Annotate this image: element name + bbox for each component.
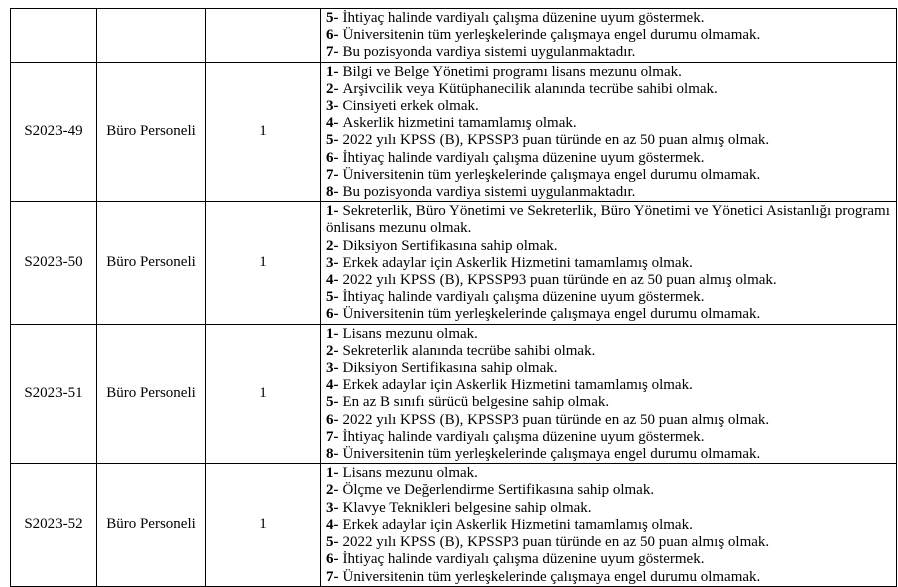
requirement-item bbox=[326, 10, 893, 27]
requirement-text: Lisans mezunu olmak. bbox=[342, 325, 478, 342]
count-cell: 1 bbox=[206, 464, 321, 586]
requirement-text: İhtiyaç halinde vardiyalı çalışma düzenine uyum göstermek. bbox=[342, 289, 705, 306]
requirement-text: Bu pozisyonda vardiya sistemi uygulanmaktadır. bbox=[342, 184, 636, 201]
requirement-text: 2022 yılı KPSS (B), KPSSP3 puan türünde en az 50 puan almış olmak. bbox=[342, 411, 770, 428]
requirement-text: Erkek adaylar için Askerlik Hizmetini tamamlamış olmak. bbox=[342, 516, 693, 533]
requirement-item bbox=[326, 98, 893, 115]
requirement-number: 2- bbox=[326, 80, 339, 97]
requirement-number: 8- bbox=[326, 184, 339, 201]
requirement-number: 5- bbox=[326, 10, 339, 26]
requirement-item bbox=[326, 465, 893, 482]
requirement-number: 6- bbox=[326, 306, 339, 323]
requirement-text: Sekreterlik alanında tecrübe sahibi olmak. bbox=[342, 342, 596, 359]
requirement-text: İhtiyaç halinde vardiyalı çalışma düzenine uyum göstermek. bbox=[342, 10, 705, 26]
requirement-number: 6- bbox=[326, 149, 339, 166]
requirement-item bbox=[326, 255, 893, 272]
requirement-text: Arşivcilik veya Kütüphanecilik alanında tecrübe sahibi olmak. bbox=[342, 80, 718, 97]
requirement-item bbox=[326, 551, 893, 568]
requirement-item bbox=[326, 238, 893, 255]
requirement-item bbox=[326, 326, 893, 343]
requirement-text: Bu pozisyonda vardiya sistemi uygulanmaktadır. bbox=[342, 44, 636, 61]
requirement-item bbox=[326, 360, 893, 377]
requirement-number: 5- bbox=[326, 289, 339, 306]
requirement-item bbox=[326, 167, 893, 184]
requirement-text: 2022 yılı KPSS (B), KPSSP93 puan türünde en az 50 puan almış olmak. bbox=[342, 272, 777, 289]
requirement-item bbox=[326, 394, 893, 411]
requirement-number: 2- bbox=[326, 342, 339, 359]
requirement-item bbox=[326, 44, 893, 61]
requirement-text: Cinsiyeti erkek olmak. bbox=[342, 98, 479, 115]
requirement-text: Lisans mezunu olmak. bbox=[342, 465, 478, 482]
requirement-number: 7- bbox=[326, 428, 339, 445]
requirement-text: Diksiyon Sertifikasına sahip olmak. bbox=[342, 360, 558, 377]
requirement-text: Erkek adaylar için Askerlik Hizmetini tamamlamış olmak. bbox=[342, 254, 693, 271]
requirement-item bbox=[326, 534, 893, 551]
requirements-cell bbox=[321, 62, 897, 202]
requirement-number: 1- bbox=[326, 203, 339, 220]
position-cell: Büro Personeli bbox=[97, 324, 206, 464]
requirement-number: 8- bbox=[326, 446, 339, 463]
table-row bbox=[11, 202, 897, 324]
requirements-cell bbox=[321, 464, 897, 586]
requirement-text: En az B sınıfı sürücü belgesine sahip olmak. bbox=[342, 394, 610, 411]
requirement-item bbox=[326, 203, 893, 237]
code-cell: S2023-50 bbox=[11, 202, 97, 324]
count-cell: 1 bbox=[206, 324, 321, 464]
requirement-item bbox=[326, 289, 893, 306]
position-cell: Büro Personeli bbox=[97, 464, 206, 586]
requirement-number: 6- bbox=[326, 27, 339, 44]
requirement-number: 3- bbox=[326, 98, 339, 115]
requirement-number: 1- bbox=[326, 63, 339, 80]
requirement-number: 3- bbox=[326, 499, 339, 516]
requirement-item bbox=[326, 482, 893, 499]
requirement-item bbox=[326, 569, 893, 586]
position-cell: Büro Personeli bbox=[97, 62, 206, 202]
requirement-number: 3- bbox=[326, 360, 339, 377]
requirement-item bbox=[326, 27, 893, 44]
code-cell: S2023-49 bbox=[11, 62, 97, 202]
requirement-item bbox=[326, 377, 893, 394]
requirement-item bbox=[326, 184, 893, 201]
requirement-number: 1- bbox=[326, 465, 339, 482]
requirement-number: 3- bbox=[326, 254, 339, 271]
requirement-number: 5- bbox=[326, 394, 339, 411]
table-row bbox=[11, 62, 897, 202]
requirement-text: Üniversitenin tüm yerleşkelerinde çalışmaya engel durumu olmamak. bbox=[342, 306, 761, 323]
requirement-item bbox=[326, 343, 893, 360]
count-cell bbox=[206, 9, 321, 63]
requirement-item bbox=[326, 412, 893, 429]
requirement-number: 4- bbox=[326, 272, 339, 289]
requirement-text: Diksiyon Sertifikasına sahip olmak. bbox=[342, 237, 558, 254]
requirement-item bbox=[326, 272, 893, 289]
requirement-number: 5- bbox=[326, 534, 339, 551]
requirement-text: 2022 yılı KPSS (B), KPSSP3 puan türünde en az 50 puan almış olmak. bbox=[342, 534, 770, 551]
count-cell: 1 bbox=[206, 62, 321, 202]
position-cell: Büro Personeli bbox=[97, 202, 206, 324]
code-cell: S2023-52 bbox=[11, 464, 97, 586]
requirement-item bbox=[326, 429, 893, 446]
requirement-text: Bilgi ve Belge Yönetimi programı lisans mezunu olmak. bbox=[342, 63, 682, 80]
requirements-cell bbox=[321, 9, 897, 63]
requirement-number: 4- bbox=[326, 115, 339, 132]
requirement-item bbox=[326, 500, 893, 517]
requirement-number: 4- bbox=[326, 516, 339, 533]
requirement-item bbox=[326, 517, 893, 534]
requirement-text: Erkek adaylar için Askerlik Hizmetini tamamlamış olmak. bbox=[342, 377, 693, 394]
requirement-item bbox=[326, 81, 893, 98]
requirement-text: Üniversitenin tüm yerleşkelerinde çalışmaya engel durumu olmamak. bbox=[342, 27, 761, 44]
requirement-item bbox=[326, 446, 893, 463]
requirement-text: İhtiyaç halinde vardiyalı çalışma düzenine uyum göstermek. bbox=[342, 551, 705, 568]
requirement-number: 2- bbox=[326, 482, 339, 499]
requirement-number: 7- bbox=[326, 568, 339, 585]
table-row bbox=[11, 324, 897, 464]
requirement-text: İhtiyaç halinde vardiyalı çalışma düzenine uyum göstermek. bbox=[342, 149, 705, 166]
requirement-text: 2022 yılı KPSS (B), KPSSP3 puan türünde en az 50 puan almış olmak. bbox=[342, 132, 770, 149]
requirement-text: Askerlik hizmetini tamamlamış olmak. bbox=[342, 115, 577, 132]
job-postings-table bbox=[10, 8, 897, 587]
requirement-text: İhtiyaç halinde vardiyalı çalışma düzenine uyum göstermek. bbox=[342, 428, 705, 445]
table-row bbox=[11, 464, 897, 586]
requirement-number: 5- bbox=[326, 132, 339, 149]
requirement-number: 6- bbox=[326, 551, 339, 568]
requirement-text: Üniversitenin tüm yerleşkelerinde çalışmaya engel durumu olmamak. bbox=[342, 166, 761, 183]
requirement-item bbox=[326, 64, 893, 81]
requirement-item bbox=[326, 115, 893, 132]
requirement-text: Üniversitenin tüm yerleşkelerinde çalışmaya engel durumu olmamak. bbox=[342, 568, 761, 585]
requirement-number: 4- bbox=[326, 377, 339, 394]
requirement-number: 2- bbox=[326, 237, 339, 254]
requirement-number: 1- bbox=[326, 325, 339, 342]
position-cell bbox=[97, 9, 206, 63]
requirement-number: 6- bbox=[326, 411, 339, 428]
requirements-cell bbox=[321, 202, 897, 324]
requirements-cell bbox=[321, 324, 897, 464]
table-row bbox=[11, 9, 897, 63]
requirement-text: Sekreterlik, Büro Yönetimi ve Sekreterlik, Büro Yönetimi ve Yönetici Asistanlığı programı önlisans mezunu olmak. bbox=[326, 203, 890, 237]
table-body bbox=[11, 9, 897, 587]
code-cell bbox=[11, 9, 97, 63]
requirement-item bbox=[326, 150, 893, 167]
requirement-item bbox=[326, 132, 893, 149]
requirement-number: 7- bbox=[326, 44, 339, 61]
requirement-text: Ölçme ve Değerlendirme Sertifikasına sahip olmak. bbox=[342, 482, 655, 499]
code-cell: S2023-51 bbox=[11, 324, 97, 464]
requirement-number: 7- bbox=[326, 166, 339, 183]
requirement-item bbox=[326, 306, 893, 323]
count-cell: 1 bbox=[206, 202, 321, 324]
requirement-text: Klavye Teknikleri belgesine sahip olmak. bbox=[342, 499, 592, 516]
requirement-text: Üniversitenin tüm yerleşkelerinde çalışmaya engel durumu olmamak. bbox=[342, 446, 761, 463]
